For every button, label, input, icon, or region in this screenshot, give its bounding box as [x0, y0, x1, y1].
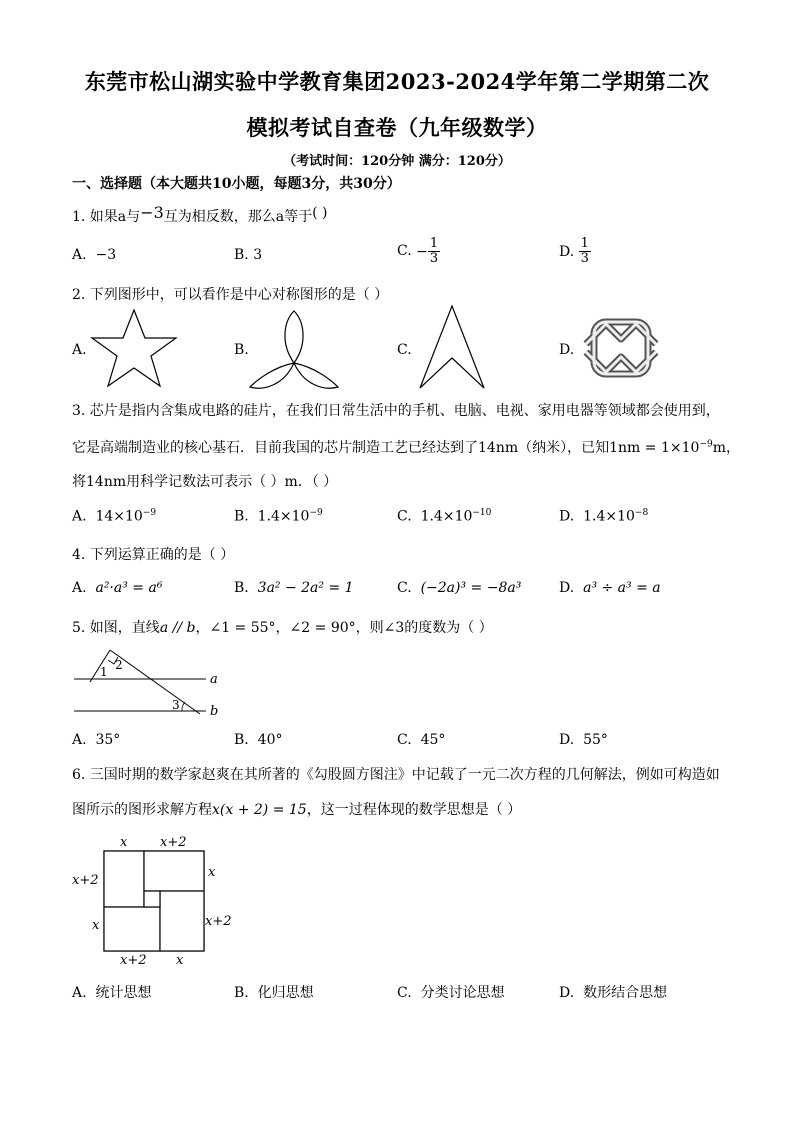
option-label: D. [559, 732, 575, 748]
label-right-x: x [208, 865, 216, 880]
label-left-x: x [92, 918, 100, 933]
q3-formula: 1nm = 1×10 [609, 440, 700, 456]
option-value: 分类讨论思想 [420, 985, 505, 1001]
line-b-label: b [210, 704, 219, 719]
option-value: 40° [257, 732, 283, 748]
q1-option-c[interactable] [397, 237, 440, 267]
q1-stem-num: −3 [140, 203, 164, 222]
q6-option-a[interactable] [72, 982, 151, 1002]
q1-option-a[interactable] [72, 247, 116, 263]
label-left-x2: x+2 [72, 873, 99, 888]
option-label: C. [397, 985, 412, 1001]
q6-option-b[interactable] [234, 982, 314, 1002]
trefoil-shape-figure [244, 307, 344, 393]
angle-1-label: 1 [100, 665, 108, 679]
option-label: D. [559, 243, 575, 260]
option-value: −3 [95, 247, 117, 263]
option-label: A. [72, 732, 87, 748]
option-label: D. [559, 580, 575, 596]
option-value: 3 [253, 247, 263, 263]
option-label: B. [234, 508, 249, 525]
q2-option-b-label[interactable]: B. [234, 342, 249, 358]
label-bottom-x2: x+2 [120, 953, 147, 968]
numerator: 1 [580, 236, 589, 251]
option-exponent: −8 [634, 508, 649, 518]
section-heading-choice: 一、选择题（本大题共10小题，每题3分，共30分） [72, 176, 401, 192]
option-base: 1.4×10 [257, 508, 310, 525]
q6-equation: x(x + 2) = 15 [212, 802, 307, 818]
q1-option-b[interactable] [234, 247, 262, 263]
star-shape-figure [88, 306, 180, 390]
q2-option-c-label[interactable]: C. [397, 342, 412, 358]
option-base: 1.4×10 [583, 508, 635, 525]
option-label: A. [72, 508, 87, 525]
option-label: A. [72, 247, 87, 263]
petal-left [250, 363, 294, 388]
question-2-stem: 2. 下列图形中，可以看作是中心对称图形的是（ ） [72, 287, 389, 303]
angle-3-label: 3 [172, 698, 180, 712]
option-label: A. [72, 580, 87, 596]
q4-option-b[interactable] [234, 580, 354, 596]
angle-2-label: 2 [115, 658, 123, 672]
option-label: B. [234, 580, 249, 596]
option-label: C. [397, 732, 412, 748]
question-5-stem [72, 617, 493, 637]
q4-option-d[interactable] [559, 580, 661, 596]
option-expression: a²·a³ = a⁶ [95, 580, 163, 596]
option-label: C. [397, 508, 412, 525]
q5-option-b[interactable] [234, 732, 282, 748]
q6-option-d[interactable] [559, 982, 667, 1002]
question-1-stem [72, 203, 328, 226]
q1-stem-a: 1. 如果a与 [72, 209, 141, 225]
q3-option-a[interactable] [72, 508, 156, 525]
q6-line2-tail: ，这一过程体现的数学思想是（ ） [306, 802, 522, 818]
q1-option-d[interactable] [559, 237, 591, 267]
rect-top-right [144, 851, 204, 891]
question-6-line1: 6. 三国时期的数学家赵爽在其所著的《勾股圆方图注》中记载了一元二次方程的几何解法，例如可构造如 [72, 767, 720, 783]
q5-option-c[interactable] [397, 732, 445, 748]
petal-top [285, 311, 303, 363]
q4-option-a[interactable] [72, 580, 162, 596]
exam-title-line2: 模拟考试自查卷（九年级数学） [246, 115, 548, 140]
option-label: A. [72, 985, 87, 1001]
question-3-line1: 3. 芯片是指内含集成电路的硅片，在我们日常生活中的手机、电脑、电视、家用电器等领域都会使用到， [72, 403, 720, 419]
option-value: 数形结合思想 [583, 985, 668, 1001]
arrowhead-shape-figure [414, 302, 490, 392]
option-exponent: −9 [309, 508, 323, 518]
q2-option-d-label[interactable]: D. [559, 342, 575, 358]
q5-parallel: a // b [159, 620, 196, 636]
option-value: 45° [420, 732, 446, 748]
fraction [579, 237, 591, 267]
q3-option-d[interactable] [559, 508, 648, 525]
exam-title-line1: 东莞市松山湖实验中学教育集团2023-2024学年第二学期第二次 [84, 69, 710, 94]
q6-option-c[interactable] [397, 982, 505, 1002]
denominator: 3 [429, 251, 439, 267]
option-expression: 3a² − 2a² = 1 [257, 580, 354, 596]
square-puzzle-figure [70, 832, 240, 970]
label-right-x2: x+2 [205, 914, 232, 929]
label-top-x: x [120, 835, 128, 850]
parallel-lines-figure [70, 644, 230, 720]
option-expression: (−2a)³ = −8a³ [420, 580, 522, 596]
transversal-long [110, 650, 200, 714]
q3-formula-exponent: −9 [699, 439, 713, 450]
option-exponent: −9 [142, 508, 157, 518]
option-value: 统计思想 [95, 985, 152, 1001]
option-exponent: −10 [472, 508, 492, 518]
q3-line2-text: 它是高端制造业的核心基石．目前我国的芯片制造工艺已经达到了14nm（纳米），已知 [72, 440, 610, 456]
option-value: 35° [95, 732, 121, 748]
star-polygon [92, 310, 176, 386]
option-base: 14×10 [95, 508, 143, 525]
q1-bracket: ( ) [312, 205, 328, 221]
knot-shape-figure [576, 304, 666, 392]
question-6-line2 [72, 799, 521, 819]
question-3-line2 [72, 437, 740, 457]
option-label: B. [234, 732, 249, 748]
rect-bottom-left [104, 907, 160, 951]
q6-line2-text: 图所示的图形求解方程 [72, 802, 212, 818]
option-label: D. [559, 508, 575, 525]
petal-right [294, 363, 338, 388]
option-label: C. [397, 242, 412, 259]
option-base: 1.4×10 [420, 508, 473, 525]
q5-option-a[interactable] [72, 732, 120, 748]
line-a-label: a [210, 672, 218, 687]
q2-option-a-label[interactable]: A. [72, 342, 87, 358]
option-label: D. [559, 985, 575, 1001]
q5-stem-a: 5. 如图，直线 [72, 620, 160, 636]
numerator: 1 [429, 236, 439, 251]
option-label: C. [397, 580, 412, 596]
exam-info: （考试时间：120分钟 满分：120分） [283, 154, 511, 169]
q5-option-d[interactable] [559, 732, 608, 748]
fraction [428, 237, 440, 267]
q5-stem-b: ，∠1 = 55°，∠2 = 90°，则∠3的度数为（ ） [195, 620, 493, 636]
q3-option-c[interactable] [397, 508, 491, 525]
question-4-stem: 4. 下列运算正确的是（ ） [72, 547, 235, 563]
rect-top-left [104, 851, 144, 907]
label-bottom-x: x [176, 953, 184, 968]
question-3-line3: 将14nm用科学记数法可表示（ ）m．（ ） [72, 474, 338, 490]
q3-option-b[interactable] [234, 508, 323, 525]
option-sign: − [416, 243, 428, 260]
option-expression: a³ ÷ a³ = a [583, 580, 661, 596]
q3-formula-unit: m， [712, 440, 740, 456]
option-label: B. [234, 247, 249, 263]
denominator: 3 [580, 251, 589, 267]
arrowhead-polygon [420, 306, 484, 388]
label-top-x2: x+2 [160, 835, 187, 850]
center-square [144, 891, 160, 907]
rect-bottom-right [160, 891, 204, 951]
option-value: 化归思想 [257, 985, 314, 1001]
option-label: B. [234, 985, 249, 1001]
q1-stem-b: 互为相反数，那么a等于 [163, 209, 313, 225]
option-value: 55° [583, 732, 608, 748]
q4-option-c[interactable] [397, 580, 521, 596]
